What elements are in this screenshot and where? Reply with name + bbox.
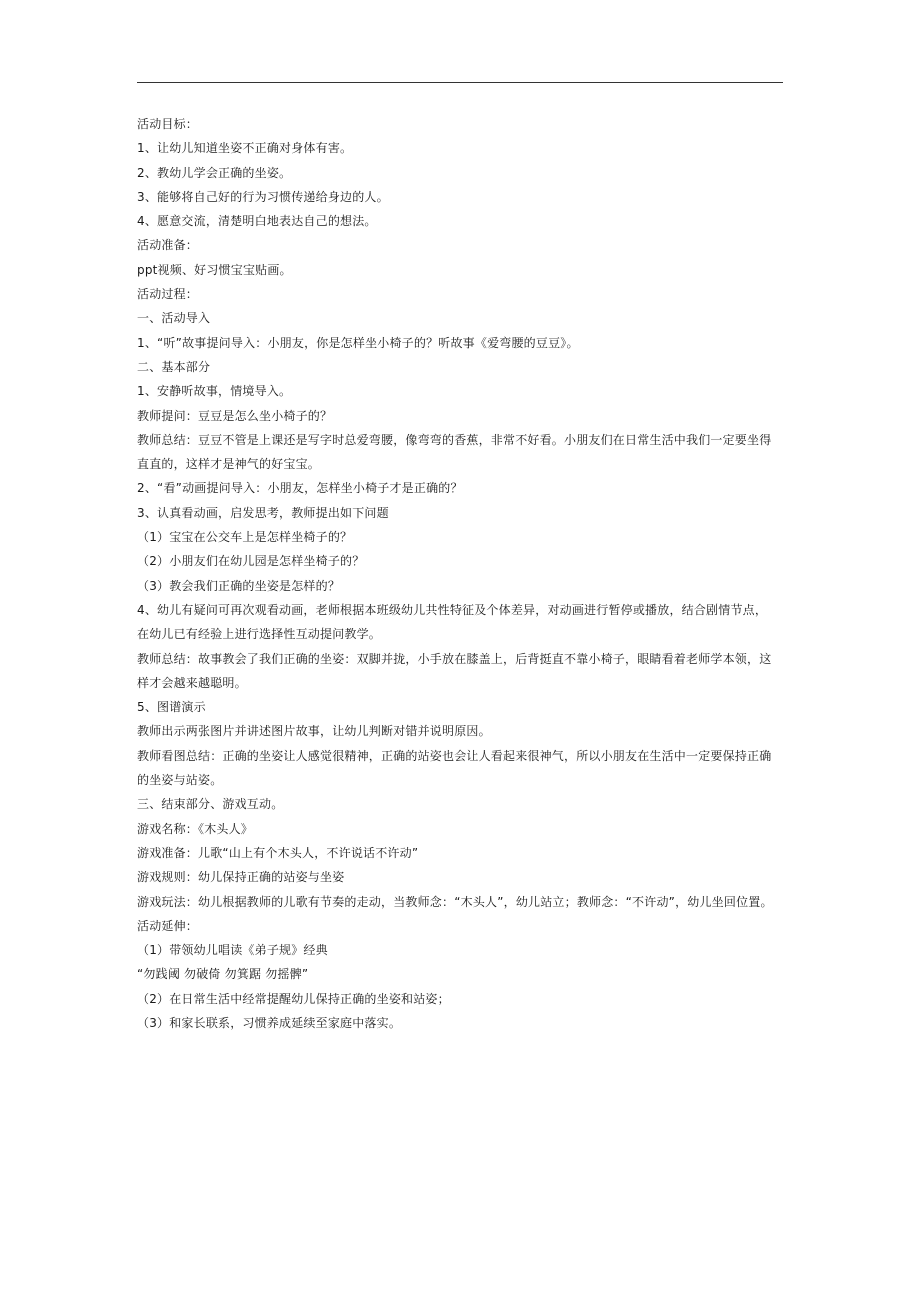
paragraph-line: 教师提问：豆豆是怎么坐小椅子的？ — [137, 408, 333, 423]
paragraph-line: 2、“看”动画提问导入：小朋友，怎样坐小椅子才是正确的？ — [137, 481, 463, 496]
paragraph-line: 样才会越来越聪明。 — [137, 675, 247, 690]
preparation-text: ppt视频、好习惯宝宝贴画。 — [137, 262, 292, 277]
question-item: （2）小朋友们在幼儿园是怎样坐椅子的？ — [137, 554, 365, 569]
subsection-heading: 一、活动导入 — [137, 311, 211, 326]
question-item: （3）教会我们正确的坐姿是怎样的？ — [137, 578, 341, 593]
game-preparation: 游戏准备：儿歌“山上有个木头人，不许说话不许动” — [137, 845, 419, 860]
paragraph-line: 在幼儿已有经验上进行选择性互动提问教学。 — [137, 627, 382, 642]
paragraph-line: 的坐姿与站姿。 — [137, 773, 223, 788]
paragraph-line: 直直的，这样才是神气的好宝宝。 — [137, 457, 321, 472]
extension-item: （3）和家长联系，习惯养成延续至家庭中落实。 — [137, 1015, 402, 1030]
question-item: （1）宝宝在公交车上是怎样坐椅子的？ — [137, 530, 353, 545]
extension-item: （1）带领幼儿唱读《弟子规》经典 — [137, 943, 328, 958]
subsection-heading: 三、结束部分、游戏互动。 — [137, 797, 284, 812]
header-rule — [137, 82, 783, 83]
extension-item: （2）在日常生活中经常提醒幼儿保持正确的坐姿和站姿； — [137, 991, 450, 1006]
paragraph-line: 3、认真看动画，启发思考，教师提出如下问题 — [137, 505, 389, 520]
section-heading-goals: 活动目标： — [137, 117, 199, 131]
paragraph-line: 1、安静听故事，情境导入。 — [137, 384, 292, 399]
extension-quote: “勿践阈 勿破倚 勿箕踞 勿摇髀” — [137, 967, 309, 982]
paragraph-line: 教师总结：故事教会了我们正确的坐姿：双脚并拢，小手放在膝盖上，后背挺直不靠小椅子，眼睛看着老师学本领，这 — [137, 651, 772, 666]
section-heading-extension: 活动延伸： — [137, 918, 199, 933]
section-heading-preparation: 活动准备： — [137, 238, 199, 253]
goal-item: 3、能够将自己好的行为习惯传递给身边的人。 — [137, 189, 389, 204]
subsection-heading: 二、基本部分 — [137, 359, 211, 374]
paragraph-line: 1、“听”故事提问导入：小朋友，你是怎样坐小椅子的？听故事《爱弯腰的豆豆》。 — [137, 335, 579, 350]
goal-item: 2、教幼儿学会正确的坐姿。 — [137, 165, 292, 180]
game-name: 游戏名称：《木头人》 — [137, 821, 254, 836]
paragraph-line: 4、幼儿有疑问可再次观看动画，老师根据本班级幼儿共性特征及个体差异，对动画进行暂停或播放，结合剧情节点， — [137, 602, 768, 617]
paragraph-line: 5、图谱演示 — [137, 700, 206, 715]
goal-item: 4、愿意交流，清楚明白地表达自己的想法。 — [137, 214, 377, 229]
goal-item: 1、让幼儿知道坐姿不正确对身体有害。 — [137, 141, 353, 156]
game-play: 游戏玩法：幼儿根据教师的儿歌有节奏的走动，当教师念：“木头人”，幼儿站立；教师念：“不许动”，幼儿坐回位置。 — [137, 894, 773, 909]
game-rules: 游戏规则：幼儿保持正确的站姿与坐姿 — [137, 870, 345, 885]
paragraph-line: 教师总结：豆豆不管是上课还是写字时总爱弯腰，像弯弯的香蕉，非常不好看。小朋友们在日常生活中我们一定要坐得 — [137, 432, 772, 447]
document-body — [137, 112, 787, 1035]
section-heading-process: 活动过程： — [137, 287, 199, 302]
paragraph-line: 教师看图总结：正确的坐姿让人感觉很精神，正确的站姿也会让人看起来很神气，所以小朋友在生活中一定要保持正确 — [137, 748, 772, 763]
paragraph-line: 教师出示两张图片并讲述图片故事，让幼儿判断对错并说明原因。 — [137, 724, 491, 739]
